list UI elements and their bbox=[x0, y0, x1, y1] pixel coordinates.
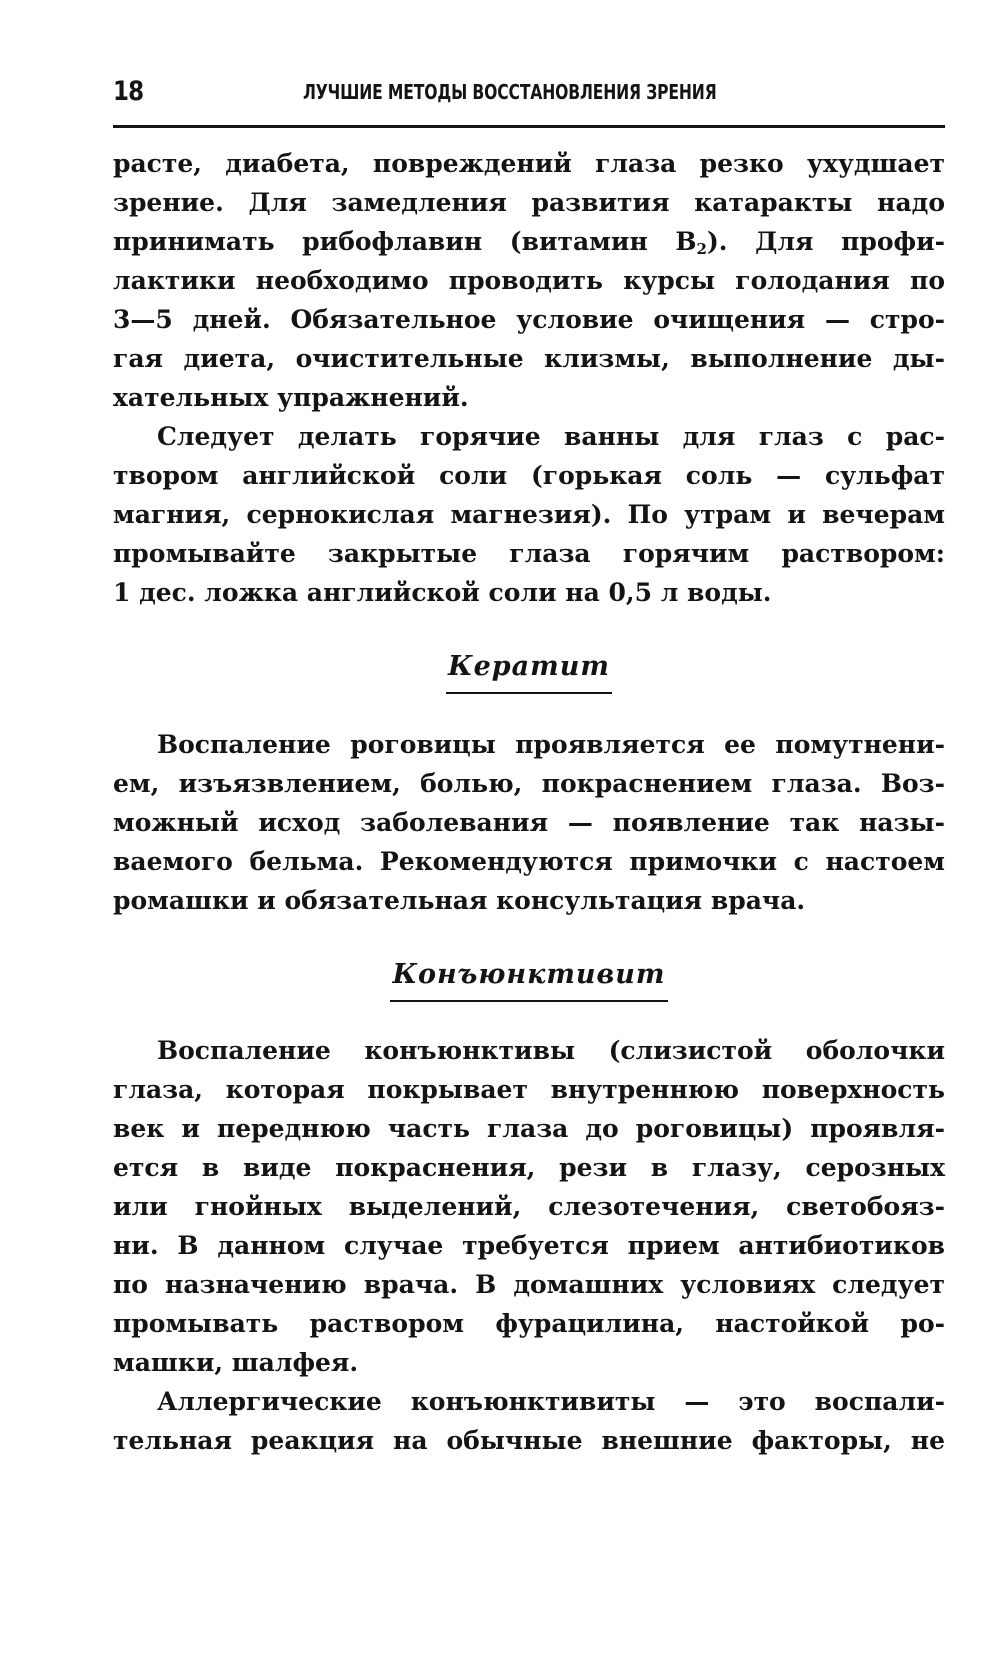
text-line: глаза, которая покрывает внутреннюю поверхность bbox=[113, 1075, 945, 1104]
text-line: машки, шалфея. bbox=[113, 1348, 359, 1377]
text-line: 1 дес. ложка английской соли на 0,5 л воды. bbox=[113, 578, 772, 607]
subscript: 2 bbox=[696, 240, 707, 258]
text-line: можный исход заболевания — появление так назы- bbox=[113, 808, 945, 837]
text-line: век и переднюю часть глаза до роговицы) проявля- bbox=[113, 1114, 945, 1143]
text-line: гая диета, очистительные клизмы, выполнение ды- bbox=[113, 344, 945, 373]
text-line: магния, сернокислая магнезия). По утрам и вечерам bbox=[113, 500, 945, 529]
paragraph-english-salt bbox=[113, 417, 945, 612]
section-heading-keratitis bbox=[113, 652, 945, 694]
text-fragment: принимать рибофлавин (витамин B bbox=[113, 227, 697, 256]
paragraph-allergic-conjunctivitis bbox=[113, 1382, 945, 1460]
text-line: тельная реакция на обычные внешние факторы, не bbox=[113, 1426, 945, 1455]
paragraph-continuation bbox=[113, 144, 945, 417]
text-fragment: ). Для профи- bbox=[706, 227, 945, 256]
paragraph-conjunctivitis bbox=[113, 1031, 945, 1382]
text-line: Воспаление конъюнктивы (слизистой оболочки bbox=[157, 1036, 945, 1065]
text-line: твором английской соли (горькая соль — сульфат bbox=[113, 461, 945, 490]
text-line: 3—5 дней. Обязательное условие очищения — стро- bbox=[113, 305, 945, 334]
text-line: Следует делать горячие ванны для глаз с рас- bbox=[157, 422, 945, 451]
running-title: ЛУЧШИЕ МЕТОДЫ ВОССТАНОВЛЕНИЯ ЗРЕНИЯ bbox=[303, 80, 717, 104]
text-line: расте, диабета, повреждений глаза резко ухудшает bbox=[113, 149, 945, 178]
text-line: промывать раствором фурацилина, настойкой ро- bbox=[113, 1309, 945, 1338]
text-line: Воспаление роговицы проявляется ее помутнени- bbox=[157, 730, 945, 759]
text-line: по назначению врача. В домашних условиях следует bbox=[113, 1270, 945, 1299]
section-heading-conjunctivitis bbox=[113, 960, 945, 1002]
text-line: Аллергические конъюнктивиты — это воспали- bbox=[157, 1387, 945, 1416]
text-line: ваемого бельма. Рекомендуются примочки с настоем bbox=[113, 847, 945, 876]
text-line: ромашки и обязательная консультация врача. bbox=[113, 886, 806, 915]
running-header bbox=[113, 68, 945, 116]
text-line: ни. В данном случае требуется прием антибиотиков bbox=[113, 1231, 945, 1260]
text-line: ем, изъязвлением, болью, покраснением глаза. Воз- bbox=[113, 769, 945, 798]
text-line: промывайте закрытые глаза горячим раствором: bbox=[113, 539, 945, 568]
text-line: ется в виде покраснения, рези в глазу, серозных bbox=[113, 1153, 945, 1182]
text-line: хательных упражнений. bbox=[113, 383, 469, 412]
page-number: 18 bbox=[113, 76, 144, 107]
text-line: зрение. Для замедления развития катаракты надо bbox=[113, 188, 945, 217]
text-line: лактики необходимо проводить курсы голодания по bbox=[113, 266, 945, 295]
text-line: или гнойных выделений, слезотечения, светобояз- bbox=[113, 1192, 945, 1221]
header-rule bbox=[113, 125, 945, 128]
text-line-riboflavin bbox=[113, 222, 945, 261]
heading-text: Конъюнктивит bbox=[390, 960, 667, 1002]
paragraph-keratitis bbox=[113, 725, 945, 920]
heading-text: Кератит bbox=[446, 652, 612, 694]
